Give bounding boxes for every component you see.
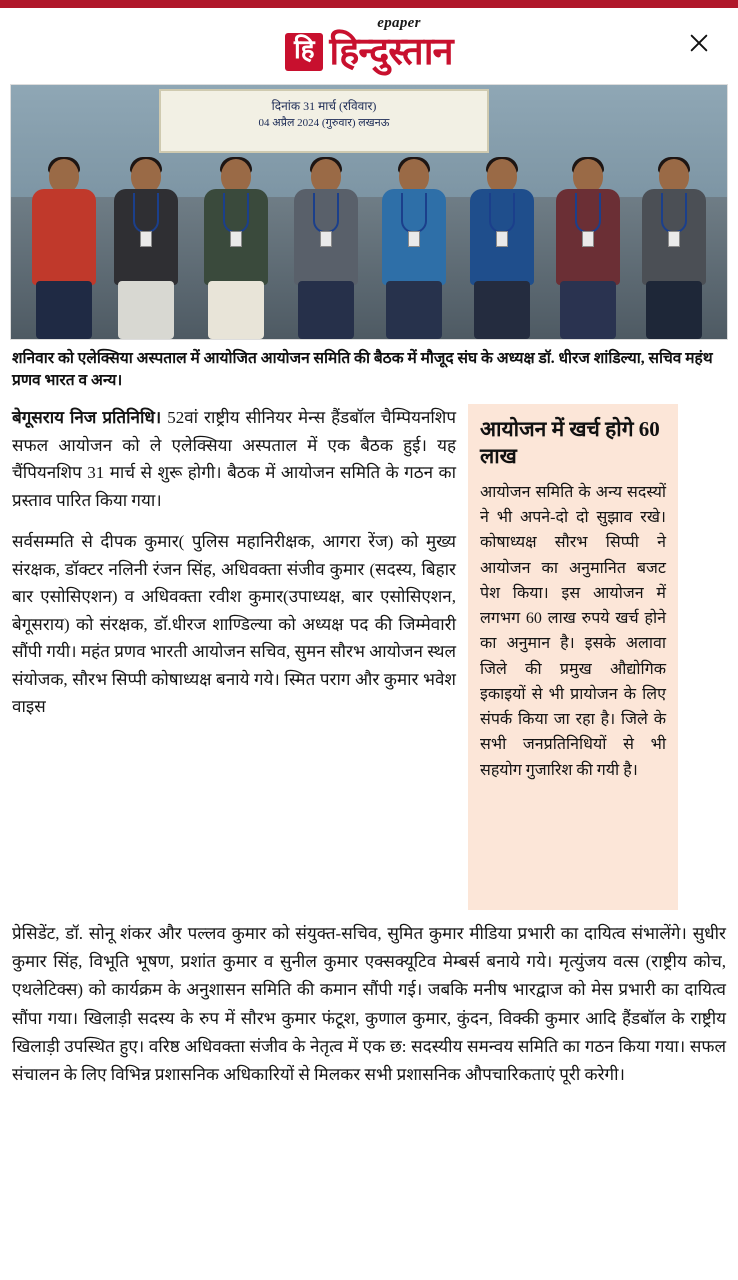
- epaper-label: epaper: [377, 14, 421, 31]
- photo-person: [545, 159, 631, 339]
- photo-person: [103, 159, 189, 339]
- photo-person: [371, 159, 457, 339]
- article-photo: [10, 84, 728, 340]
- photo-person: [283, 159, 369, 339]
- close-icon[interactable]: [682, 26, 716, 60]
- article-paragraph-1-text: 52वां राष्ट्रीय सीनियर मेन्स हैंडबॉल चैम्पियनशिप सफल आयोजन को ले एलेक्सिया अस्पताल में एक बैठक हुई। यह चैंपियनशिप 31 मार्च से शुरू होगी। बैठक में आयोजन समिति के गठन का प्रस्ताव पारित किया गया।: [12, 408, 456, 510]
- hindustan-logo-icon: हि: [285, 33, 323, 71]
- sidebar-box: [468, 404, 678, 910]
- dateline: बेगूसराय निज प्रतिनिधि।: [12, 408, 162, 427]
- logo-row: [285, 30, 453, 73]
- sidebar-box-body: आयोजन समिति के अन्य सदस्यों ने भी अपने-दो दो सुझाव रखे। कोषाध्यक्ष सौरभ सिप्पी ने आयोजन का अनुमानित बजट पेश किया। इस आयोजन में लगभग 60 लाख रुपये खर्च होने का अनुमान है। इसके अलावा जिले की प्रमुख औद्योगिक इकाइयों से भी प्रायोजन के लिए संपर्क किया जा रहा है। जिले के सभी जनप्रतिनिधियों से भी सहयोग गुजारिश की गयी है।: [480, 483, 666, 779]
- masthead: [0, 8, 738, 78]
- brand: [285, 16, 452, 71]
- banner-line-1: दिनांक 31 मार्च (रविवार): [271, 99, 377, 113]
- article-left-column: [12, 404, 456, 910]
- banner-line-2: 04 अप्रैल 2024 (गुरुवार) लखनऊ: [258, 117, 390, 129]
- article-paragraph-2: सर्वसम्मति से दीपक कुमार( पुलिस महानिरीक्षक, आगरा रेंज) को मुख्य संरक्षक, डॉक्टर नलिनी रंजन सिंह, अधिवक्ता संजीव कुमार (सदस्य, बिहार बार एसोसिएशन) व अधिवक्ता रवीश कुमार(उपाध्यक्ष, बार एसोसिएशन, बेगूसराय) को संरक्षक, डॉ.धीरज शाण्डिल्या को अध्यक्ष पद की जिम्मेवारी सौंपी गयी। महंत प्रणव भारती आयोजन सचिव, सुमन सौरभ आयोजन स्थल संयोजक, सौरभ सिप्पी कोषाध्यक्ष बनाये गये। स्मित पराग और कुमार भवेश वाइस: [12, 532, 456, 717]
- photo-person: [193, 159, 279, 339]
- top-accent-bar: [0, 0, 738, 8]
- event-banner: [159, 89, 489, 153]
- photo-person: [21, 159, 107, 339]
- article-body-columns: [12, 404, 726, 910]
- hindustan-wordmark: हिन्दुस्तान: [329, 30, 453, 73]
- photo-caption: शनिवार को एलेक्सिया अस्पताल में आयोजित आयोजन समिति की बैठक में मौजूद संघ के अध्यक्ष डॉ. धीरज शांडिल्या, सचिव महंथ प्रणव भारत व अन्य।: [12, 350, 713, 389]
- photo-person: [459, 159, 545, 339]
- sidebar-box-title: आयोजन में खर्च होगे 60 लाख: [480, 417, 660, 468]
- article-paragraph-3: प्रेसिडेंट, डॉ. सोनू शंकर और पल्लव कुमार को संयुक्त-सचिव, सुमित कुमार मीडिया प्रभारी का दायित्व संभालेंगे। सुधीर कुमार सिंह, विभूति भूषण, प्रशांत कुमार व सुनील कुमार एक्सक्यूटिव मेम्बर्स बनाये गये। मृत्युंजय वत्स (राष्ट्रीय कोच, एथलेटिक्स) को कार्यक्रम के अनुशासन समिति की कमान सौंपी गई। जबकि मनीष भारद्वाज को मेस प्रभारी का दायित्व सौंपा गया। खिलाड़ी सदस्य के रुप में सौरभ कुमार फंटूश, कुणाल कुमार, कुंदन, विक्की कुमार आदि हैंडबॉल के राष्ट्रीय खिलाड़ी उपस्थित हुए। वरिष्ठ अधिवक्ता संजीव के नेतृत्व में एक छ: सदस्यीय समन्वय समिति का गठन किया गया। सफल संचालन के लिए विभिन्न प्रशासनिक अधिकारियों से मिलकर सभी प्रशासनिक औपचारिकताएं पूरी करेगी।: [12, 924, 726, 1085]
- photo-person: [631, 159, 717, 339]
- article-paragraph-1: [12, 404, 456, 514]
